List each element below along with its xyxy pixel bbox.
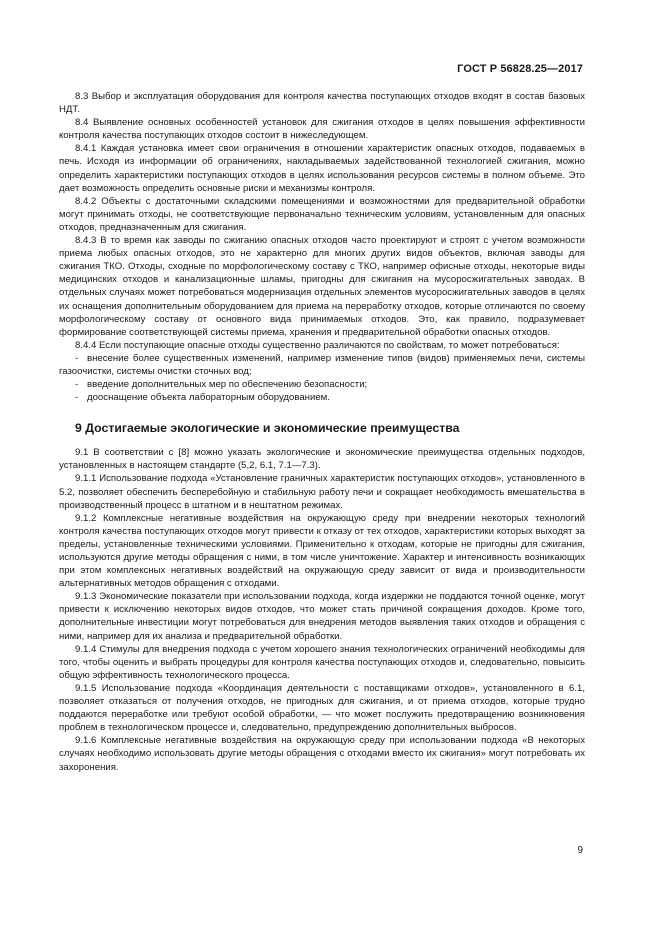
paragraph: 8.4 Выявление основных особенностей установок для сжигания отходов в целях повышения эффективности контроля качества поступающих отходов состоит в нижеследующем. xyxy=(59,117,585,142)
section-8-text xyxy=(59,90,585,404)
list-item-text: введение дополнительных мер по обеспечению безопасности; xyxy=(87,379,368,391)
dash-marker: - xyxy=(75,352,79,364)
paragraph: 9.1.2 Комплексные негативные воздействия на окружающую среду при внедрении некоторых технологий контроля качества поступающих отходов могут привести к отказу от тех отходов, характеристики которых выходят за пределы, установленные техническими условиями. Применительно к отходам, которые не пригодны для сжигания, используются другие методы обращения с ними, в том числе уничтожение. Характер и интенсивность возникающих при этом комплексных негативных воздействий на окружающую среду зависит от вида и производительности альтернативных методов обращения с отходами. xyxy=(59,512,585,590)
section-heading: 9 Достигаемые экологические и экономические преимущества xyxy=(75,421,460,436)
paragraph: 9.1.6 Комплексные негативные воздействия на окружающую среду при использовании подхода «В некоторых случаях необходимо использовать другие методы обращения с отходами вместо их сжигания» могут потребовать их захоронения. xyxy=(59,735,585,773)
paragraph: 8.4.1 Каждая установка имеет свои ограничения в отношении характеристик опасных отходов, подаваемых в печь. Исходя из информации об ограничениях, накладываемых задействованной технологией сжигания, можно определить характеристики поступающих отходов в целях использования ресурсов системы в полном объеме. Это дает возможность определить основные риски и механизмы контроля. xyxy=(59,143,585,194)
paragraph: 9.1.3 Экономические показатели при использовании подхода, когда издержки не поддаются точной оценке, могут привести к исключению некоторых видов отходов, что может стать причиной сокращения доходов. Кроме того, дополнительные инвестиции могут потребоваться для внедрения методов выявления таких отходов и обращения с ними, например для их анализа и предварительной обработки. xyxy=(59,591,585,642)
list-item-text: внесение более существенных изменений, например изменение типов (видов) применяемых печи, системы газоочистки, системы очистки сточных вод; xyxy=(59,352,585,377)
document-body xyxy=(59,90,585,774)
page-number: 9 xyxy=(577,845,583,856)
list-item xyxy=(59,352,585,378)
section-9-text xyxy=(59,446,585,773)
paragraph: 8.3 Выбор и эксплуатация оборудования для контроля качества поступающих отходов входят в состав базовых НДТ. xyxy=(59,91,585,116)
paragraph: 8.4.2 Объекты с достаточными складскими помещениями и возможностями для предварительной обработки могут принимать отходы, не соответствующие первоначально техническим условиям, установленным для опасных отходов, предназначенным для сжигания. xyxy=(59,195,585,233)
paragraph: 8.4.3 В то время как заводы по сжиганию опасных отходов часто проектируют и строят с учетом возможности приема любых опасных отходов, это не характерно для многих других видов объектов, включая заводы для сжигания ТКО. Отходы, сходные по морфологическому составу с ТКО, например офисные отходы, некоторые виды медицинских отходов и канализационные шламы, пригодны для сжигания на мусоросжигательных заводах. В отдельных случаях может потребоваться модернизация отдельных элементов мусоросжигательных заводов в целях их оснащения дополнительным оборудованием для приема на переработку отходов, которые отличаются по своему морфологическому составу от основного вида принимаемых отходов. Это, как правило, подразумевает формирование соответствующей системы приема, хранения и предварительной обработки опасных отходов. xyxy=(59,235,585,338)
list-item xyxy=(59,391,585,404)
paragraph: 9.1.4 Стимулы для внедрения подхода с учетом хорошего знания технологических ограничений необходимы для того, чтобы оценить и выбрать процедуры для контроля качества поступающих отходов и, следовательно, повысить общую эффективность технологического процесса. xyxy=(59,643,585,681)
paragraph: 8.4.4 Если поступающие опасные отходы существенно различаются по свойствам, то может потребоваться: xyxy=(75,339,560,351)
paragraph: 9.1 В соответствии с [8] можно указать экологические и экономические преимущества отдельных подходов, установленных в настоящем стандарте (5,2, 6.1, 7.1—7.3). xyxy=(59,447,585,472)
dash-marker: - xyxy=(75,392,79,404)
list-item xyxy=(59,378,585,391)
dash-marker: - xyxy=(75,379,79,391)
paragraph: 9.1.5 Использование подхода «Координация деятельности с поставщиками отходов», установленного в 6.1, позволяет отказаться от получения отходов, не пригодных для сжигания, и от приема отходов, которые трудно поддаются переработке или требуют особой обработки, — что может послужить предотвращению возникновения проблем в технологическом процессе и, следовательно, предупреждению дополнительных выбросов. xyxy=(59,682,585,734)
list-item-text: дооснащение объекта лабораторным оборудованием. xyxy=(87,392,330,404)
paragraph: 9.1.1 Использование подхода «Установление граничных характеристик поступающих отходов», установленного в 5.2, позволяет обеспечить бесперебойную и стабильную работу печи и сокращает необходимость вмешательства в производственный процесс в штатном и в нештатном режимах. xyxy=(59,473,585,511)
standard-number: ГОСТ Р 56828.25—2017 xyxy=(457,63,583,75)
